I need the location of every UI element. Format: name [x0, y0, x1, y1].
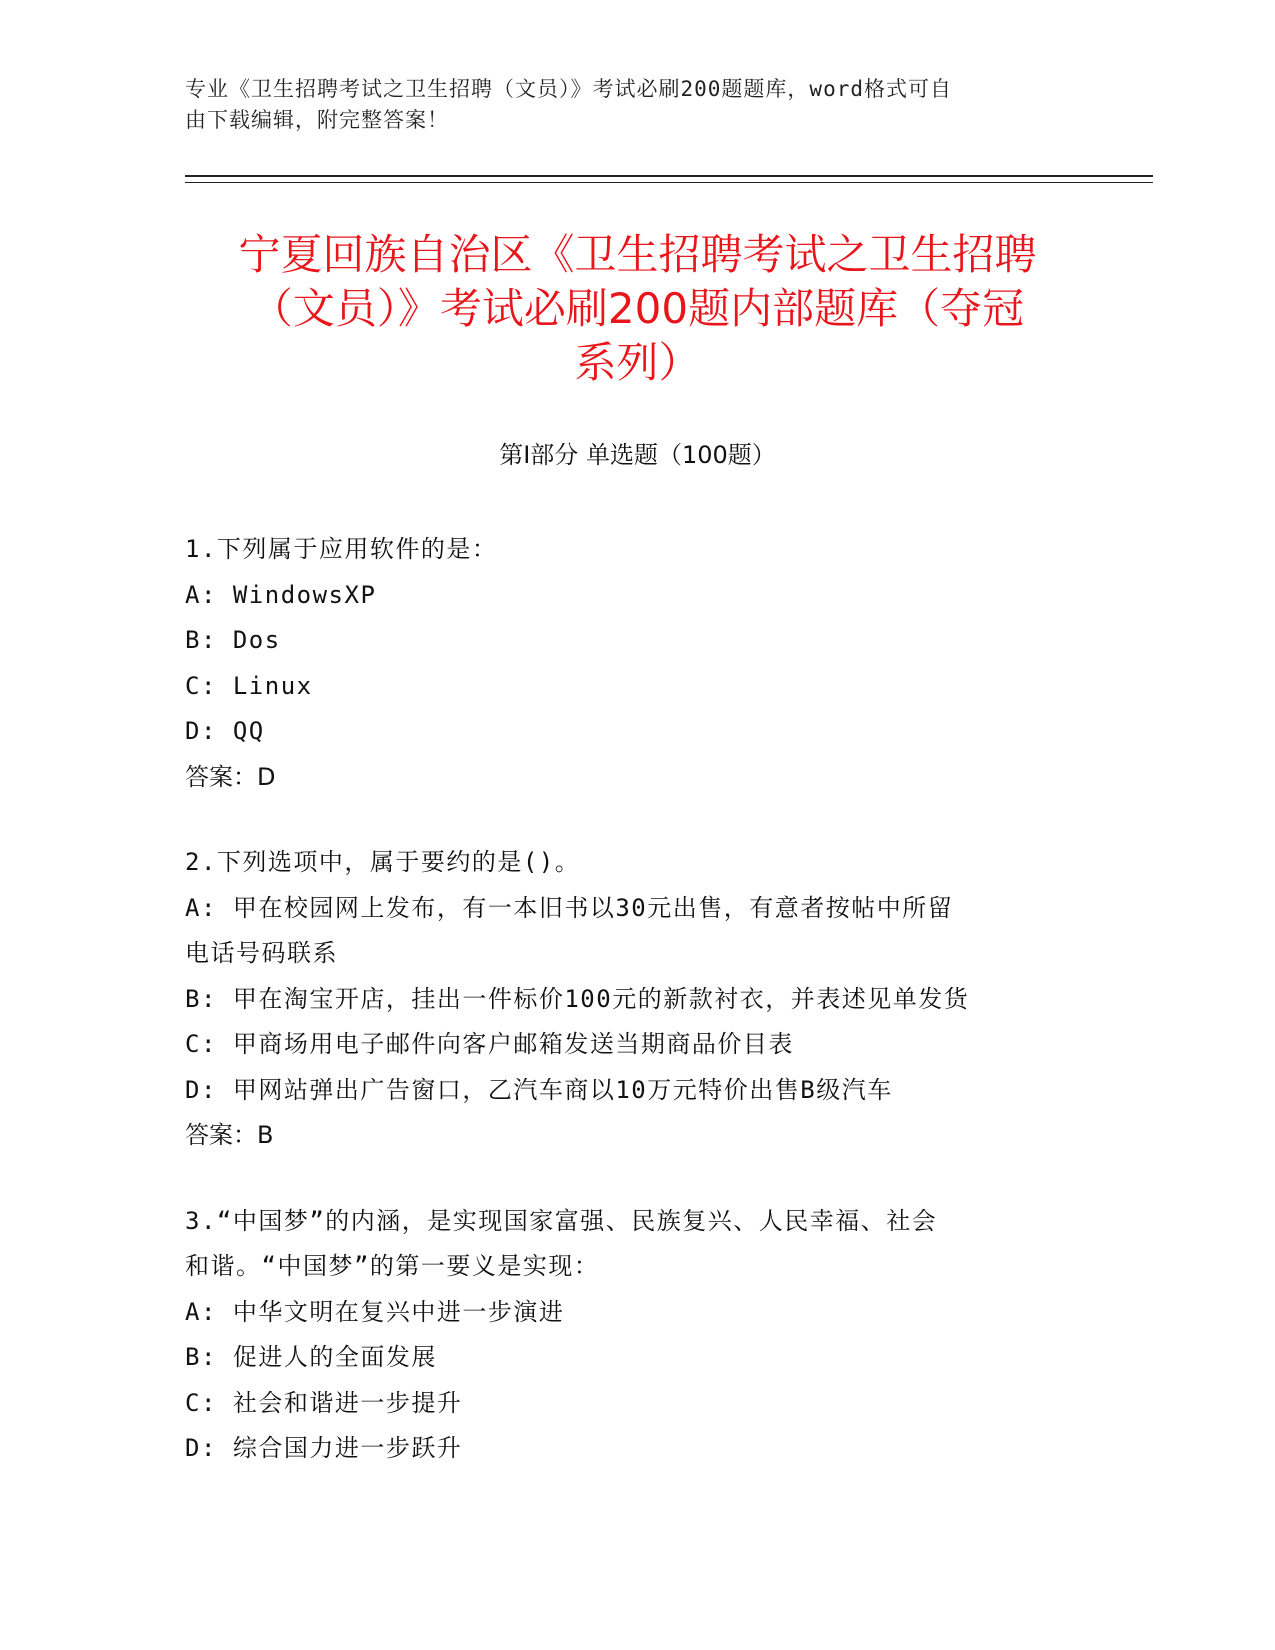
- section-heading: 第Ⅰ部分 单选题（100题）: [499, 441, 776, 469]
- question-option: B: 甲在淘宝开店，挂出一件标价100元的新款衬衣，并表述见单发货: [185, 984, 970, 1013]
- question-option: C: Linux: [185, 671, 313, 700]
- header-note: [185, 74, 1075, 136]
- document-title-line: 宁夏回族自治区《卫生招聘考试之卫生招聘: [238, 230, 1037, 279]
- question-option: C: 甲商场用电子邮件向客户邮箱发送当期商品价目表: [185, 1030, 794, 1058]
- question-option-continuation: 电话号码联系: [185, 939, 338, 967]
- question-stem: 和谐。“中国梦”的第一要义是实现：: [185, 1252, 600, 1280]
- question-stem: 1.下列属于应用软件的是：: [185, 535, 498, 563]
- header-divider-thick: [185, 175, 1153, 177]
- question-list: [185, 527, 1085, 1512]
- document-title: [185, 228, 1090, 390]
- question-option: B: Dos: [185, 626, 281, 654]
- question-item: [185, 1199, 1085, 1472]
- header-note-line: 专业《卫生招聘考试之卫生招聘（文员）》考试必刷200题题库，word格式可自: [185, 77, 952, 101]
- question-option: B: 促进人的全面发展: [185, 1343, 437, 1371]
- question-stem: 2.下列选项中，属于要约的是()。: [185, 848, 581, 876]
- document-title-line: 系列）: [574, 338, 701, 387]
- question-item: [185, 840, 1085, 1159]
- question-answer: 答案：D: [185, 762, 276, 791]
- question-option: D: QQ: [185, 717, 265, 745]
- document-title-line: （文员）》考试必刷200题内部题库（夺冠: [250, 284, 1025, 333]
- question-option: D: 综合国力进一步跃升: [185, 1434, 463, 1462]
- question-option: A: 甲在校园网上发布，有一本旧书以30元出售，有意者按帖中所留: [185, 893, 954, 922]
- question-option: C: 社会和谐进一步提升: [185, 1388, 463, 1417]
- question-stem: 3.“中国梦”的内涵，是实现国家富强、民族复兴、人民幸福、社会: [185, 1206, 938, 1235]
- question-item: [185, 527, 1085, 800]
- question-option: A: WindowsXP: [185, 580, 377, 609]
- question-answer: 答案：B: [185, 1121, 274, 1149]
- header-note-line: 由下载编辑，附完整答案！: [185, 108, 449, 132]
- question-option: A: 中华文明在复兴中进一步演进: [185, 1297, 565, 1326]
- question-option: D: 甲网站弹出广告窗口，乙汽车商以10万元特价出售B级汽车: [185, 1075, 893, 1104]
- header-divider-thin: [185, 182, 1153, 183]
